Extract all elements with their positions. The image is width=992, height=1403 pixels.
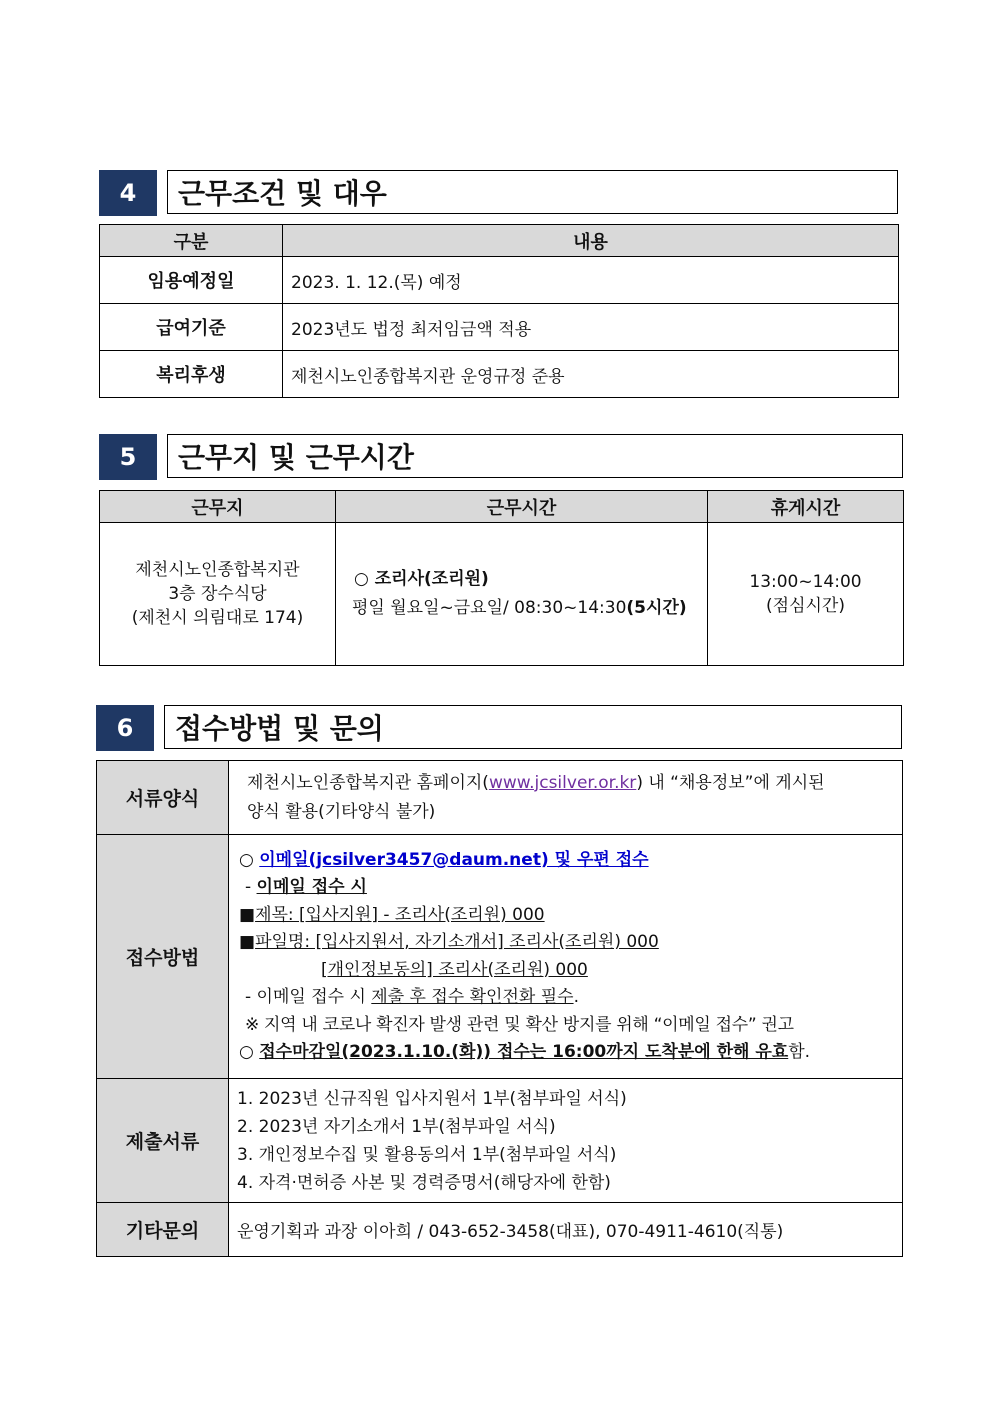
square-bullet-icon: ■ [239,932,256,952]
col-header: 구분 [100,225,283,257]
row-label: 접수방법 [97,835,229,1079]
hours-line [352,594,706,623]
workplace-line: 제천시노인종합복지관 [135,560,300,580]
dash-bullet: - [245,877,257,897]
section-number: 5 [99,434,157,480]
docs-cell [229,761,903,835]
section-5-header [99,434,903,480]
table-row [100,257,899,304]
workplace-line: (제천시 의림대로 174) [131,608,304,628]
section-4-header [99,170,898,216]
list-item: 3. 개인정보수집 및 활용동의서 1부(첨부파일 서식) [237,1144,617,1165]
row-label: 급여기준 [100,304,283,351]
hours-cell [336,523,708,666]
circle-bullet: ○ [239,1042,260,1062]
col-header: 근무시간 [336,491,708,523]
row-label: 복리후생 [100,351,283,398]
work-conditions-table [99,224,899,398]
email-address[interactable]: 이메일(jcsilver3457@daum.net) 및 우편 접수 [259,849,649,870]
section-title: 접수방법 및 문의 [164,705,902,749]
col-header: 내용 [283,225,899,257]
row-value: 2023. 1. 12.(목) 예정 [283,257,899,304]
square-bullet-icon: ■ [239,904,256,925]
job-title: ○ 조리사(조리원) [354,569,489,589]
docs-line [247,769,901,798]
homepage-link[interactable]: www.jcsilver.or.kr [488,772,637,793]
table-row [100,523,904,666]
col-header: 근무지 [100,491,336,523]
list-item: 4. 자격·면허증 사본 및 경력증명서(해당자에 한함) [237,1172,611,1193]
row-label: 임용예정일 [100,257,283,304]
method-text: 파일명: [입사지원서, 자기소개서] 조리사(조리원) 000 [255,932,659,952]
table-row [97,761,903,835]
method-text: [개인정보동의] 조리사(조리원) 000 [321,959,588,980]
table-row [97,1079,903,1203]
method-line [239,874,901,902]
row-label: 서류양식 [97,761,229,835]
method-text: 이메일 접수 시 [256,877,367,897]
table-row [100,304,899,351]
submit-cell [229,1079,903,1203]
section-6-header [96,705,902,751]
section-title: 근무지 및 근무시간 [167,434,903,478]
row-label: 기타문의 [97,1203,229,1257]
table-row [100,351,899,398]
contact-value: 운영기획과 과장 이아희 / 043-652-3458(대표), 070-4911-4610(직통) [229,1203,903,1257]
hours-text: 평일 월요일~금요일/ 08:30~14:30 [352,598,627,618]
row-label: 제출서류 [97,1079,229,1203]
method-text: 함. [788,1042,811,1062]
method-line: ※ 지역 내 코로나 확진자 발생 관련 및 확산 방지를 위해 “이메일 접수” 권고 [245,1014,794,1035]
application-table [96,760,903,1257]
rest-cell [708,523,904,666]
section-number: 6 [96,705,154,751]
rest-note: (점심시간) [766,596,845,616]
section-title: 근무조건 및 대우 [167,170,898,214]
method-line [239,957,901,985]
workplace-line: 3층 장수식당 [168,584,267,604]
method-line [239,984,901,1012]
workplace-table [99,490,904,666]
method-text: . [573,987,579,1007]
method-text: - 이메일 접수 시 [245,987,372,1007]
hours-duration: (5시간) [626,598,687,618]
method-text: 제출 후 접수 확인전화 필수 [371,987,574,1007]
docs-text: 제천시노인종합복지관 홈페이지( [247,772,489,793]
method-line [239,847,901,875]
workplace-cell [100,523,336,666]
list-item: 2. 2023년 자기소개서 1부(첨부파일 서식) [237,1116,556,1137]
col-header: 휴게시간 [708,491,904,523]
table-row [97,1203,903,1257]
deadline-text: 접수마감일(2023.1.10.(화)) 접수는 16:00까지 도착분에 한해 유효 [259,1042,789,1062]
docs-text: ) 내 “채용정보”에 게시된 [636,772,825,793]
table-row [97,835,903,1079]
method-line [239,902,901,930]
method-line [239,929,901,957]
docs-line: 양식 활용(기타양식 불가) [247,801,436,822]
row-value: 2023년도 법정 최저임금액 적용 [283,304,899,351]
section-number: 4 [99,170,157,216]
list-item: 1. 2023년 신규직원 입사지원서 1부(첨부파일 서식) [237,1088,627,1109]
row-value: 제천시노인종합복지관 운영규정 준용 [283,351,899,398]
circle-bullet: ○ [239,849,260,870]
method-line [239,1039,901,1067]
rest-time: 13:00~14:00 [749,572,862,592]
method-cell [229,835,903,1079]
method-text: 제목: [입사지원] - 조리사(조리원) 000 [255,904,545,925]
